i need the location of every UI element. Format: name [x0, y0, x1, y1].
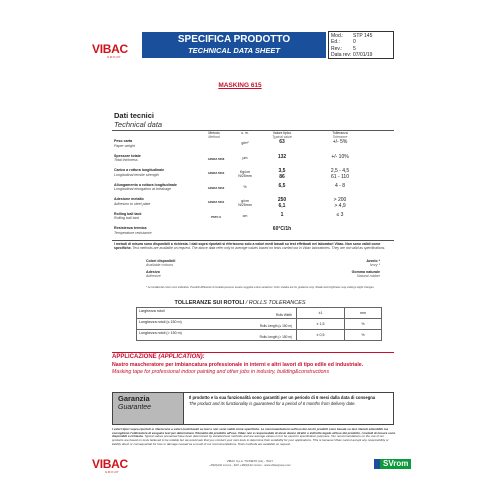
property-name-en: Adhesion to steel plate — [114, 201, 151, 206]
divider — [112, 352, 394, 353]
property-unit: Kg/cm N/25mm — [238, 170, 252, 179]
brand-word: SVrom — [380, 459, 411, 469]
property-name: Allungamento a rottura longitudinale — [114, 182, 177, 187]
adhesive-row: Adesivo Adhesive Gomma naturale Natural rubber — [146, 270, 380, 279]
property-unit: cm — [242, 213, 248, 218]
page-subtitle: TECHNICAL DATA SHEET — [188, 46, 280, 55]
technical-section-title: Dati tecnici — [114, 111, 155, 120]
property-name: Resistenza termica — [114, 226, 147, 230]
property-unit: % — [243, 184, 247, 189]
table-row — [114, 139, 394, 150]
property-value: 250 6,1 — [277, 197, 287, 209]
doc-info-row: Ed.: 0 — [331, 39, 356, 45]
colour-note: * Le tonalità dei colori sono indicative. Possibili differenze di tonalità possono essere soggette a lievi variazioni. Color shades are for guidance only. Shade and brightness may undergo slight changes. — [146, 286, 375, 289]
property-tolerance: ≤ 3 — [336, 211, 344, 218]
property-value: 60°C/1h — [272, 226, 292, 232]
roll-tolerances-table — [136, 307, 382, 341]
property-tolerance: +/- 5% — [332, 139, 348, 145]
logo-text: VIBAC — [92, 42, 128, 56]
property-name-en: Longitudinal elongation at breakage — [114, 187, 171, 191]
page-title: SPECIFICA PRODOTTO — [177, 34, 291, 45]
application-text-en: Masking tape for professional indoor painting and other jobs in industry, building&constructions — [112, 369, 330, 375]
table-row — [114, 226, 394, 237]
property-unit: g/cm N/25mm — [238, 199, 252, 208]
roll-tolerances-title: TOLLERANZE SUI ROTOLI / ROLLS TOLERANCES — [174, 300, 306, 306]
property-method: AFERA 5004 — [207, 171, 225, 175]
document-info-box — [328, 31, 394, 59]
property-name-en: Temperature resistance — [114, 230, 152, 235]
vibac-logo — [92, 44, 136, 59]
colour-row: Colori disponibili Available colours Avorio * Ivory * — [146, 259, 380, 268]
property-method: AFERA 5004 — [207, 185, 225, 190]
property-tolerance — [320, 227, 360, 233]
column-header-method: Metodo Method — [208, 131, 220, 139]
property-name-en: Rolling ball tack — [114, 216, 140, 220]
footer-address: VIBAC S.p.A. TICINETO (AL) - ITALY +39(0)142 xxxxxx - FAX +39(0)142 xxxxxx - www.vibacgroup.com — [209, 459, 291, 467]
property-value: 132 — [277, 153, 287, 160]
application-text: Nastro mascheratore per imbiancatura professionale in interni e altri lavori di tipo edile ed industriale. — [112, 362, 364, 368]
property-value: 1 — [280, 211, 284, 218]
doc-info-row: Mod.: STP 145 — [331, 32, 373, 39]
property-tolerance: 2,5 - 4,5 61 - 110 — [330, 168, 350, 180]
column-header-tolerance: Tolleranza Tolerance — [332, 131, 348, 139]
property-unit — [236, 228, 254, 232]
table-row — [114, 168, 394, 179]
disclaimer: I valori tipici sopra riportati si riferiscono a valori medi basati su test e non sono validi come specifiche. Le raccomandazioni sull'uso dei nostri prodotti sono basate su test ritenuti attendibili ma consigliamo l'utilizzatore di eseguire test per determinare l'idoneità del prodotto all'uso. Vibac non è responsabile di alcun danno diretto o indiretto legato all'uso del prodotto. I metodi di misura sono disponibili a richiesta. Typical values presented have been determined by standard test methods and are average values not to be used for specification purposes. Our recommendations on the use of our products are based on tests believed to be reliable but we would ask that you conduct your own tests to determine their suitability for your applications. This is because Vibac cannot accept any responsibility or liability direct or consequential for loss or damage caused as a result of our recommendations. Tests methods are available on request. — [112, 427, 396, 446]
property-name: Carico a rottura longitudinale — [114, 168, 165, 172]
property-tolerance: +/- 10% — [331, 153, 349, 160]
footer-brand-logo — [374, 458, 411, 469]
guarantee-box — [112, 392, 394, 425]
divider — [112, 240, 394, 241]
property-tolerance: 4 - 8 — [334, 182, 345, 189]
property-method: AFERA 5006 — [207, 156, 225, 161]
table-row — [114, 183, 394, 194]
table-row: Lunghezza rotoli (> 150 m) Rolls Length (> 150 m) ± 0,5 % — [137, 330, 382, 341]
logo-subtext: GROUP — [106, 55, 121, 59]
column-header-value: Valore tipico Typical value — [272, 131, 292, 139]
footer-vibac-logo: VIBAC GROUP — [92, 457, 128, 474]
title-block — [142, 32, 326, 58]
property-name: Adesione metallo — [114, 197, 144, 201]
property-name-en: Paper weight — [114, 143, 135, 148]
table-row: Larghezza rotoli Rolls Width ±1 mm — [137, 308, 382, 319]
property-value: 6,5 — [278, 182, 286, 189]
property-name: Spessore totale — [114, 153, 141, 158]
property-value: 3,5 86 — [278, 168, 286, 180]
guarantee-text: Il prodotto e la sua funzionalità sono garantiti per un periodo di 6 mesi dalla data di consegna The product and its functionality is guaranteed for a period of 6 months from delivery date. — [183, 393, 393, 424]
property-method: PSTC 6 — [211, 214, 221, 219]
doc-info-row: Data rev: 07/01/19 — [331, 52, 373, 58]
property-tolerance: > 200 > 4,9 — [333, 197, 347, 209]
application-title: APPLICAZIONE (APPLICATION): — [112, 354, 205, 360]
doc-info-row: Rev.: 5 — [331, 45, 356, 52]
property-method: AFERA 5001 — [207, 200, 225, 204]
property-name: Rolling ball tack — [114, 211, 142, 216]
technical-section-subtitle: Technical data — [114, 120, 163, 129]
property-value: 63 — [279, 139, 285, 145]
technical-note: I metodi di misura sono disponibili a richiesta. I dati sopra riportati si riferiscono solo a valori medi basati su test effettuati nei laboratori Vibac. Non sono validi come specifiche. Test methods are available on request. The above data refer only to average values based on tests carried out in Vibac laboratories. They are not valid as specifications. — [114, 242, 386, 251]
table-row — [114, 212, 394, 223]
table-row — [114, 154, 394, 165]
product-name: MASKING 615 — [218, 82, 262, 89]
property-unit: g/m² — [241, 141, 249, 145]
table-row: Lunghezza rotoli (≤ 150 m) Rolls Length (≤ 150 m) ± 1,5 % — [137, 319, 382, 330]
guarantee-label: Garanzia Guarantee — [113, 393, 183, 424]
table-row — [114, 197, 394, 208]
property-unit: µm — [242, 155, 248, 160]
column-header-unit: u. m. — [241, 131, 249, 135]
property-name: Peso carta — [114, 139, 133, 143]
property-name-en: Longitudinal tensile strength — [114, 172, 159, 177]
property-name-en: Total thickness — [114, 158, 138, 162]
